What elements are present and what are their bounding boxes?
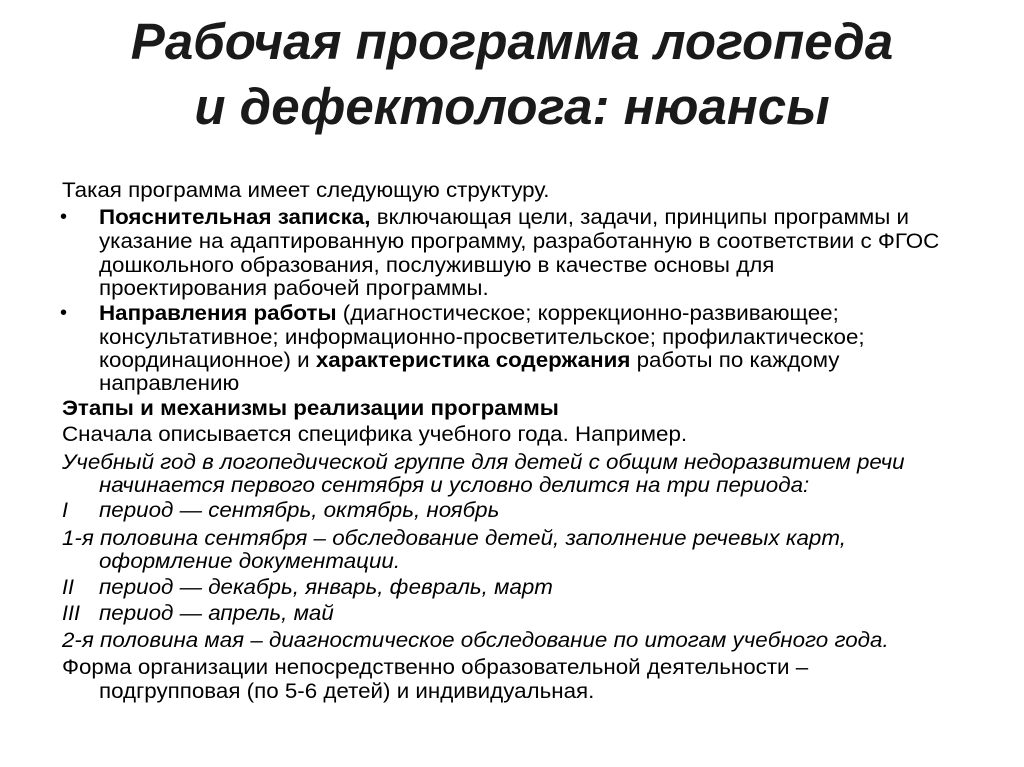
period1-number: I	[62, 498, 68, 522]
year-line1: Учебный год в логопедической группе для детей с общим недоразвитием речи	[62, 450, 905, 474]
bullet1-bold: Пояснительная записка,	[99, 205, 371, 229]
period2-text: период — декабрь, январь, февраль, март	[99, 575, 553, 599]
intro-text: Такая программа имеет следующую структуру.	[62, 178, 550, 202]
form-line2: подгрупповая (по 5-6 детей) и индивидуальная.	[99, 679, 595, 703]
period3-text: период — апрель, май	[99, 601, 334, 625]
specifics-text: Сначала описывается специфика учебного года. Например.	[62, 422, 688, 446]
bullet1-line4: проектирования рабочей программы.	[99, 276, 489, 300]
stages-heading: Этапы и механизмы реализации программы	[62, 396, 559, 420]
bullet1-line1	[99, 205, 909, 229]
bullet1-text: включающая цели, задачи, принципы программы и	[370, 205, 909, 229]
slide-title-line-1: Рабочая программа логопеда	[130, 13, 894, 70]
period1-text: период — сентябрь, октябрь, ноябрь	[99, 498, 500, 522]
bullet2-line1	[99, 301, 839, 325]
bullet-icon: •	[60, 302, 68, 324]
bullet2-line4: направлению	[99, 371, 240, 395]
period3-number: III	[62, 601, 80, 625]
year-line2: начинается первого сентября и условно делится на три периода:	[99, 473, 810, 497]
form-line1: Форма организации непосредственно образовательной деятельности –	[62, 655, 809, 679]
slide-title-line-2: и дефектолога: нюансы	[194, 78, 830, 135]
bullet2-text: (диагностическое; коррекционно-развивающее;	[336, 301, 839, 325]
bullet2-text: координационное) и	[99, 348, 316, 372]
sept-line2: оформление документации.	[99, 549, 401, 573]
period2-number: II	[62, 575, 74, 599]
bullet-icon: •	[60, 206, 68, 228]
bullet1-line3: дошкольного образования, послужившую в качестве основы для	[99, 253, 775, 277]
bullet2-line3	[99, 348, 839, 372]
bullet2-line2: консультативное; информационно-просветительское; профилактическое;	[99, 325, 865, 349]
bullet2-bold-2: характеристика содержания	[315, 348, 631, 372]
bullet1-line2: указание на адаптированную программу, разработанную в соответствии с ФГОС	[99, 229, 940, 253]
bullet2-bold: Направления работы	[99, 301, 337, 325]
may-text: 2-я половина мая – диагностическое обследование по итогам учебного года.	[62, 628, 889, 652]
sept-line1: 1-я половина сентября – обследование детей, заполнение речевых карт,	[62, 526, 846, 550]
bullet2-text: работы по каждому	[630, 348, 840, 372]
